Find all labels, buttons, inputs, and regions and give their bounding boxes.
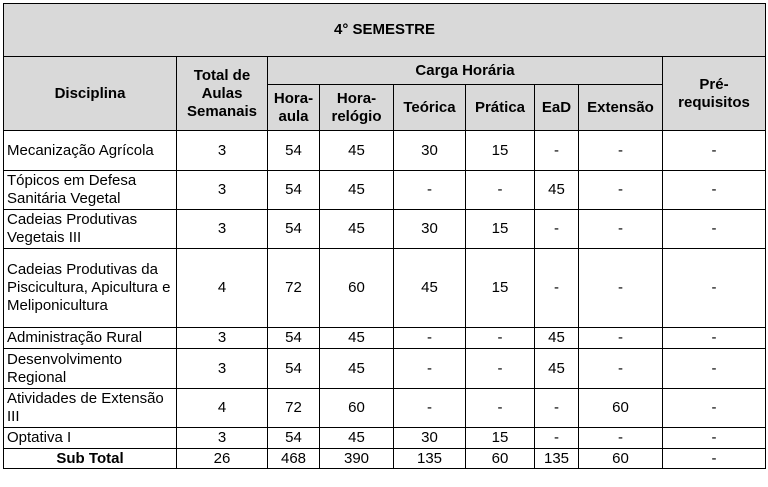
cell-extensao: - (579, 328, 663, 349)
cell-aulas: 3 (177, 328, 268, 349)
cell-pre: - (663, 210, 766, 249)
cell-hora-relogio: 45 (320, 171, 394, 210)
cell-hora-relogio: 45 (320, 131, 394, 171)
header-extensao: Extensão (579, 85, 663, 131)
semester-title: 4° SEMESTRE (4, 4, 766, 57)
subtotal-pre: - (663, 449, 766, 469)
table-row (4, 328, 766, 349)
cell-aulas: 4 (177, 389, 268, 428)
cell-disciplina: Tópicos em Defesa Sanitária Vegetal (4, 171, 177, 210)
cell-hora-aula: 72 (268, 249, 320, 328)
cell-disciplina: Cadeias Produtivas da Piscicultura, Apicultura e Meliponicultura (4, 249, 177, 328)
cell-pre: - (663, 428, 766, 449)
subtotal-label: Sub Total (4, 449, 177, 469)
cell-hora-aula: 54 (268, 328, 320, 349)
table-row (4, 131, 766, 171)
cell-pratica: - (466, 171, 535, 210)
cell-aulas: 3 (177, 210, 268, 249)
header-carga-horaria: Carga Horária (268, 57, 663, 85)
cell-hora-relogio: 60 (320, 249, 394, 328)
header-pre-requisitos: Pré-requisitos (663, 57, 766, 131)
cell-teorica: 30 (394, 428, 466, 449)
cell-ead: 45 (535, 328, 579, 349)
cell-teorica: 30 (394, 131, 466, 171)
cell-hora-aula: 54 (268, 428, 320, 449)
cell-hora-relogio: 45 (320, 428, 394, 449)
cell-hora-relogio: 45 (320, 349, 394, 389)
cell-extensao: 60 (579, 389, 663, 428)
cell-extensao: - (579, 349, 663, 389)
header-disciplina: Disciplina (4, 57, 177, 131)
cell-pratica: 15 (466, 428, 535, 449)
cell-aulas: 3 (177, 171, 268, 210)
table-row (4, 389, 766, 428)
cell-disciplina: Mecanização Agrícola (4, 131, 177, 171)
table-row (4, 171, 766, 210)
cell-disciplina: Cadeias Produtivas Vegetais III (4, 210, 177, 249)
cell-hora-aula: 72 (268, 389, 320, 428)
header-hora-aula: Hora-aula (268, 85, 320, 131)
cell-teorica: - (394, 349, 466, 389)
subtotal-hora-aula: 468 (268, 449, 320, 469)
subtotal-teorica: 135 (394, 449, 466, 469)
cell-disciplina: Atividades de Extensão III (4, 389, 177, 428)
subtotal-aulas: 26 (177, 449, 268, 469)
header-total-aulas: Total de Aulas Semanais (177, 57, 268, 131)
cell-pre: - (663, 131, 766, 171)
cell-hora-relogio: 60 (320, 389, 394, 428)
cell-pre: - (663, 389, 766, 428)
cell-teorica: 45 (394, 249, 466, 328)
header-pratica: Prática (466, 85, 535, 131)
cell-pratica: 15 (466, 249, 535, 328)
header-hora-relogio: Hora-relógio (320, 85, 394, 131)
cell-teorica: - (394, 328, 466, 349)
cell-hora-relogio: 45 (320, 210, 394, 249)
cell-extensao: - (579, 171, 663, 210)
cell-hora-aula: 54 (268, 131, 320, 171)
cell-ead: - (535, 210, 579, 249)
cell-pratica: - (466, 349, 535, 389)
cell-disciplina: Administração Rural (4, 328, 177, 349)
table-row (4, 249, 766, 328)
cell-ead: - (535, 428, 579, 449)
cell-pratica: 15 (466, 210, 535, 249)
cell-pre: - (663, 171, 766, 210)
cell-extensao: - (579, 210, 663, 249)
cell-aulas: 3 (177, 131, 268, 171)
cell-aulas: 3 (177, 428, 268, 449)
cell-hora-aula: 54 (268, 171, 320, 210)
cell-ead: - (535, 389, 579, 428)
semester-table (3, 3, 766, 469)
cell-pratica: - (466, 389, 535, 428)
subtotal-pratica: 60 (466, 449, 535, 469)
cell-teorica: - (394, 171, 466, 210)
cell-hora-relogio: 45 (320, 328, 394, 349)
cell-disciplina: Desenvolvimento Regional (4, 349, 177, 389)
header-teorica: Teórica (394, 85, 466, 131)
subtotal-extensao: 60 (579, 449, 663, 469)
cell-disciplina: Optativa I (4, 428, 177, 449)
cell-extensao: - (579, 428, 663, 449)
cell-teorica: - (394, 389, 466, 428)
header-ead: EaD (535, 85, 579, 131)
cell-ead: - (535, 249, 579, 328)
subtotal-hora-relogio: 390 (320, 449, 394, 469)
cell-aulas: 3 (177, 349, 268, 389)
cell-pratica: 15 (466, 131, 535, 171)
subtotal-ead: 135 (535, 449, 579, 469)
cell-hora-aula: 54 (268, 210, 320, 249)
cell-pratica: - (466, 328, 535, 349)
cell-extensao: - (579, 131, 663, 171)
cell-ead: 45 (535, 349, 579, 389)
table-row (4, 210, 766, 249)
cell-ead: 45 (535, 171, 579, 210)
table-row (4, 349, 766, 389)
cell-teorica: 30 (394, 210, 466, 249)
cell-hora-aula: 54 (268, 349, 320, 389)
cell-aulas: 4 (177, 249, 268, 328)
cell-ead: - (535, 131, 579, 171)
cell-pre: - (663, 328, 766, 349)
cell-extensao: - (579, 249, 663, 328)
table-row (4, 428, 766, 449)
cell-pre: - (663, 249, 766, 328)
cell-pre: - (663, 349, 766, 389)
subtotal-row (4, 449, 766, 469)
